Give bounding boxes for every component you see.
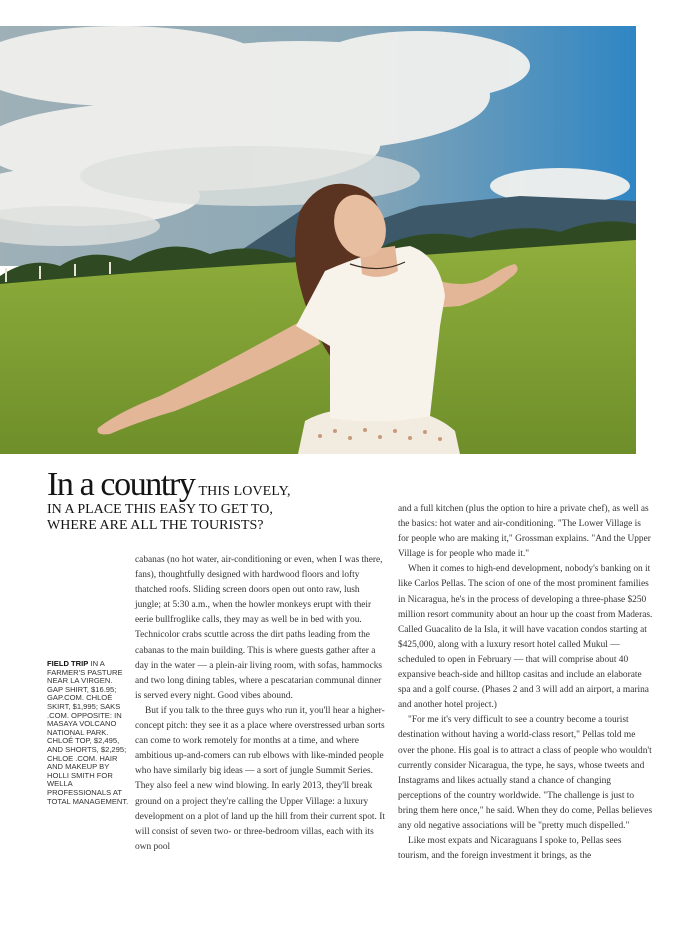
paragraph: Like most expats and Nicaraguans I spoke to, Pellas sees tourism, and the foreign investment it brings, as the <box>398 836 622 862</box>
paragraph: When it comes to high-end development, nobody's banking on it like Carlos Pellas. The scion of one of the most prominent families in Nicaragua, he's in the process of developing a three-phase $250 million resort community about an hour up the coast from Maderas. Called Guacalito de la Isla, it will have vacation condos starting at $425,000, along with a luxury resort hotel called Mukul — scheduled to open in February — that will comprise about 40 expansive beach-side and hilltop casitas and include an elaborate spa and a golf course. (Phases 2 and 3 will add an airport, a marina and another hotel project.) <box>398 564 653 711</box>
headline <box>47 468 367 534</box>
article-column-2 <box>398 502 654 864</box>
paragraph: But if you talk to the three guys who run it, you'll hear a higher-concept pitch: they see it as a place where overstressed urban sorts can come to work remotely for months at a time, and where ambitious up-and-comers can rub elbows with like-minded people who have similarly big ideas — a sort of jungle Summit Series. They also feel a new wind blowing. In early 2013, they'll break ground on a project they're calling the Upper Village: a luxury development on a plot of land up the hill from their current spot. It will consist of seven two- or three-bedroom villas, each with its own pool <box>135 705 385 852</box>
headline-line-3: WHERE ARE ALL THE TOURISTS? <box>47 518 264 533</box>
credit-text: IN A FARMER'S PASTURE NEAR LA VIRGEN. GAP SHIRT, $16.95; GAP.COM. CHLOÉ SKIRT, $1,995; SAKS .COM. OPPOSITE: IN MASAYA VOLCANO NATIONAL PARK. CHLOÉ TOP, $2,495, AND SHORTS, $2,295; CHLOE .COM. HAIR AND MAKEUP BY HOLLI SMITH FOR WELLA PROFESSIONALS AT TOTAL MANAGEMENT. <box>47 659 129 806</box>
credit-label: FIELD TRIP <box>47 659 89 668</box>
headline-line-2: IN A PLACE THIS EASY TO GET TO, <box>47 502 273 517</box>
hero-photo <box>0 26 636 454</box>
paragraph: "For me it's very difficult to see a country become a tourist destination without having a world-class resort," Pellas told me over the phone. His goal is to attract a class of people who wouldn't currently consider Nicaragua, the type, he says, whose tweets and Instagrams and likes actually stand a chance of changing perceptions of the country worldwide. "The challenge is just to bring them here once," he said. When they do come, Pellas believes any old negative associations will be "pretty much dispelled." <box>398 715 653 831</box>
paragraph: cabanas (no hot water, air-conditioning or even, when I was there, fans), thoughtfully designed with hardwood floors and lofty thatched roofs. Sliding screen doors open out onto raw, lush jungle; at 5:30 a.m., when the howler monkeys erupt with their eerie bullfroglike calls, they may as well be in bed with you. Technicolor crabs scuttle across the dirt paths leading from the cabanas to the main building. This is where guests gather after a day in the water — a plein-air living room, with sofas, hammocks and two long dining tables, where a pescatarian communal dinner is served every night. Good vibes abound. <box>135 555 383 701</box>
headline-big: In a country <box>47 466 195 503</box>
paragraph: and a full kitchen (plus the option to hire a private chef), as well as the basics: hot water and air-conditioning. "The Lower Village is for people who are making it," Grossman explains. "And the Upper Village is for people who made it." <box>398 504 651 560</box>
article-column-1 <box>135 553 387 855</box>
headline-lead: THIS LOVELY, <box>198 484 291 499</box>
photo-illustration <box>0 26 636 454</box>
photo-credit <box>47 660 129 806</box>
